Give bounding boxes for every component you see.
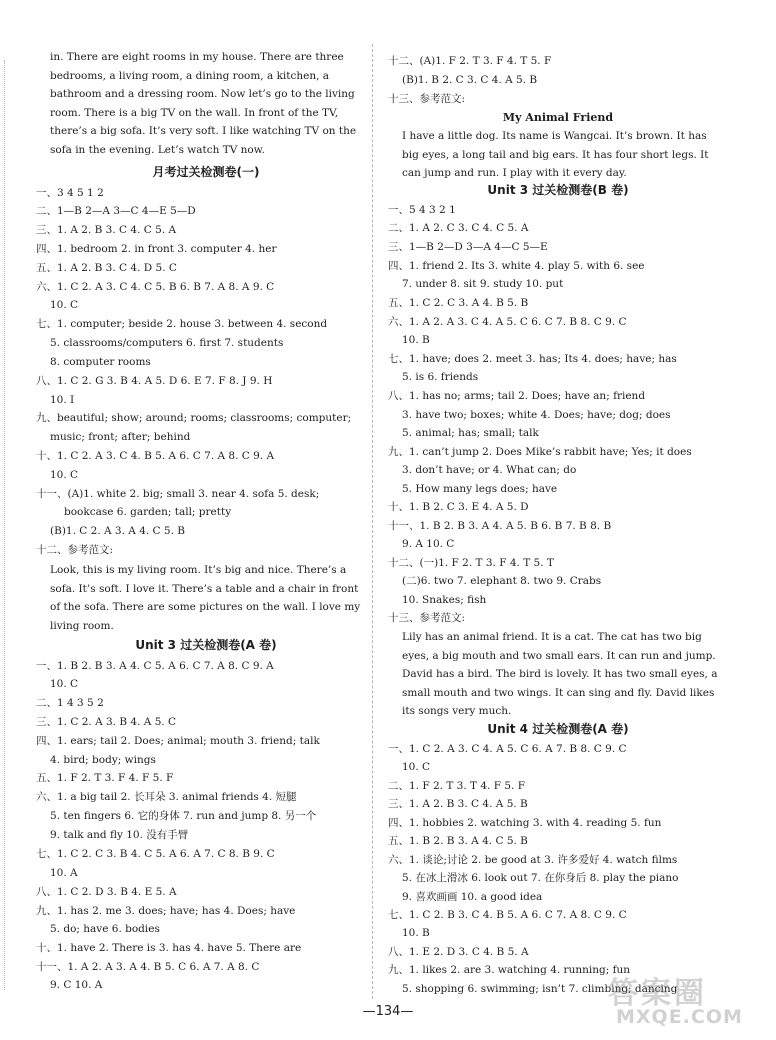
model-essay: I have a little dog. Its name is Wangcai. It’s brown. It has big eyes, a long tail and big ears. It has four short legs. It can jump and run. I play with it every day. (402, 130, 709, 180)
answer-line: 10. B (402, 927, 430, 939)
answer-line: 十一、1. B 2. B 3. A 4. A 5. B 6. B 7. B 8. B (388, 520, 612, 532)
answer-line: 二、1. A 2. C 3. C 4. C 5. A (388, 222, 529, 234)
answer-line: 十一、(A)1. white 2. big; small 3. near 4. sofa 5. desk; (36, 488, 320, 500)
answer-line: 七、1. C 2. B 3. C 4. B 5. A 6. C 7. A 8. C 9. C (388, 909, 627, 921)
answer-line: 二、1. F 2. T 3. T 4. F 5. F (388, 780, 525, 792)
answer-line: 10. A (50, 867, 78, 879)
answer-line: 四、1. bedroom 2. in front 3. computer 4. her (36, 243, 277, 255)
answer-line: 十、1. have 2. There is 3. has 4. have 5. There are (36, 942, 302, 954)
answer-line: 三、1. A 2. B 3. C 4. A 5. B (388, 798, 528, 810)
answer-line: 5. do; have 6. bodies (50, 923, 160, 935)
answer-line: 十三、参考范文: (388, 93, 466, 105)
answer-line: 9. talk and fly 10. 没有手臂 (50, 829, 189, 841)
answer-line: 3. don’t have; or 4. What can; do (402, 464, 577, 476)
answer-line: 八、1. E 2. D 3. C 4. B 5. A (388, 946, 529, 958)
answer-line: 4. bird; body; wings (50, 754, 156, 766)
answer-line: 八、1. C 2. G 3. B 4. A 5. D 6. E 7. F 8. J 9. H (36, 375, 273, 387)
answer-line: 十三、参考范文: (388, 612, 466, 624)
answer-line: 十二、参考范文: (36, 544, 114, 556)
answer-line: 六、1. A 2. A 3. C 4. A 5. C 6. C 7. B 8. C 9. C (388, 316, 627, 328)
answer-line: 十、1. C 2. A 3. C 4. B 5. A 6. C 7. A 8. C 9. A (36, 450, 275, 462)
answer-line: 10. B (402, 334, 430, 346)
answer-line: 六、1. a big tail 2. 长耳朵 3. animal friends 4. 短腿 (36, 791, 297, 803)
answer-line: 三、1—B 2—D 3—A 4—C 5—E (388, 241, 548, 253)
answer-line: 9. C 10. A (50, 979, 103, 991)
page-edge-markings (4, 60, 11, 990)
section-heading-unit3-a: Unit 3 过关检测卷(A 卷) (135, 638, 277, 652)
answer-line: 10. C (402, 761, 431, 773)
answer-line: 七、1. computer; beside 2. house 3. between 4. second (36, 318, 328, 330)
answer-line: 十、1. B 2. C 3. E 4. A 5. D (388, 501, 529, 513)
answer-line: 5. How many legs does; have (402, 483, 558, 495)
answer-line: bookcase 6. garden; tall; pretty (64, 506, 232, 518)
answer-line: 七、1. have; does 2. meet 3. has; Its 4. does; have; has (388, 353, 677, 365)
answer-line: 二、1—B 2—A 3—C 4—E 5—D (36, 205, 196, 217)
answer-line: 一、5 4 3 2 1 (388, 204, 456, 216)
answer-line: 一、1. C 2. A 3. C 4. A 5. C 6. A 7. B 8. C 9. C (388, 743, 627, 755)
answer-line: 三、1. A 2. B 3. C 4. C 5. A (36, 224, 177, 236)
answer-line: 五、1. B 2. B 3. A 4. C 5. B (388, 835, 528, 847)
section-heading-monthly-test: 月考过关检测卷(一) (152, 165, 260, 179)
answer-line: (B)1. B 2. C 3. C 4. A 5. B (402, 74, 538, 86)
answer-line: 八、1. C 2. D 3. B 4. E 5. A (36, 886, 177, 898)
answer-line: 十二、(一)1. F 2. T 3. F 4. T 5. T (388, 557, 554, 569)
answer-line: music; front; after; behind (50, 431, 191, 443)
answer-line: 10. C (50, 469, 79, 481)
answer-line: 10. C (50, 299, 79, 311)
answer-line: 7. under 8. sit 9. study 10. put (402, 278, 564, 290)
section-heading-unit3-b: Unit 3 过关检测卷(B 卷) (487, 183, 629, 197)
answer-line: 5. animal; has; small; talk (402, 427, 539, 439)
answer-line: 5. ten fingers 6. 它的身体 7. run and jump 8. 另一个 (50, 810, 317, 822)
answer-line: 四、1. hobbies 2. watching 3. with 4. reading 5. fun (388, 817, 662, 829)
answer-line: 3. have two; boxes; white 4. Does; have; dog; does (402, 409, 671, 421)
answer-line: 5. 在冰上滑冰 6. look out 7. 在你身后 8. play the piano (402, 872, 679, 884)
model-essay: Lily has an animal friend. It is a cat. The cat has two big eyes, a big mouth and two small ears. It can run and jump. David has a bird. The bird is lovely. It has two small eyes, a small mouth and two wings. It can sing and fly. David likes its songs very much. (402, 631, 718, 718)
answer-line: 一、1. B 2. B 3. A 4. C 5. A 6. C 7. A 8. C 9. A (36, 660, 274, 672)
answer-line: 五、1. A 2. B 3. C 4. D 5. C (36, 262, 177, 274)
answer-line: 8. computer rooms (50, 356, 151, 368)
page-number: —134— (362, 1004, 414, 1019)
model-essay: Look, this is my living room. It’s big and nice. There’s a sofa. It’s soft. I love it. There’s a table and a chair in front of the sofa. There are some pictures on the wall. I love my living room. (50, 564, 361, 632)
answer-line: 五、1. C 2. C 3. A 4. B 5. B (388, 297, 529, 309)
answer-line: 一、3 4 5 1 2 (36, 187, 104, 199)
answer-line: 10. Snakes; fish (402, 594, 487, 606)
answer-line: 四、1. friend 2. Its 3. white 4. play 5. with 6. see (388, 260, 645, 272)
answer-line: 9. A 10. C (402, 538, 455, 550)
watermark-site: MXQE.COM (616, 1006, 743, 1028)
answer-line: 九、beautiful; show; around; rooms; classrooms; computer; (36, 412, 352, 424)
answer-line: 四、1. ears; tail 2. Does; animal; mouth 3. friend; talk (36, 735, 320, 747)
answer-line: 三、1. C 2. A 3. B 4. A 5. C (36, 716, 177, 728)
answer-line: 八、1. has no; arms; tail 2. Does; have an; friend (388, 390, 646, 402)
answer-line: 5. classrooms/computers 6. first 7. students (50, 337, 284, 349)
answer-line: 九、1. can’t jump 2. Does Mike’s rabbit have; Yes; it does (388, 446, 692, 458)
answer-line: 九、1. likes 2. are 3. watching 4. running; fun (388, 964, 630, 976)
answer-line: 二、1 4 3 5 2 (36, 697, 104, 709)
answer-line: 5. shopping 6. swimming; isn’t 7. climbing; dancing (402, 983, 678, 995)
answer-line: 十二、(A)1. F 2. T 3. F 4. T 5. F (388, 55, 552, 67)
column-divider (372, 44, 373, 999)
answer-line: 九、1. has 2. me 3. does; have; has 4. Does; have (36, 905, 296, 917)
watermark (582, 968, 762, 1030)
essay-title: My Animal Friend (502, 111, 614, 124)
answer-line: 10. C (50, 678, 79, 690)
watermark-brand: 答案圈 (608, 976, 707, 1011)
answer-line: 五、1. F 2. T 3. F 4. F 5. F (36, 772, 174, 784)
passage-continuation: in. There are eight rooms in my house. There are three bedrooms, a living room, a dining room, a kitchen, a bathroom and a dressing room. Now let’s go to the living room. There is a big TV on the wall. In front of the TV, there’s a big sofa. It’s very soft. I like watching TV on the sofa in the evening. Let’s watch TV now. (50, 51, 357, 156)
answer-line: 六、1. 谈论;讨论 2. be good at 3. 许多爱好 4. watch films (388, 854, 678, 866)
answer-line: 七、1. C 2. C 3. B 4. C 5. A 6. A 7. C 8. B 9. C (36, 848, 275, 860)
answer-line: 5. is 6. friends (402, 371, 479, 383)
answer-line: 10. I (50, 394, 75, 406)
answer-line: (B)1. C 2. A 3. A 4. C 5. B (50, 525, 185, 537)
answer-line: 十一、1. A 2. A 3. A 4. B 5. C 6. A 7. A 8. C (36, 961, 260, 973)
answer-line: 六、1. C 2. A 3. C 4. C 5. B 6. B 7. A 8. A 9. C (36, 281, 275, 293)
answer-line: 9. 喜欢画画 10. a good idea (402, 891, 543, 903)
answer-line: (二)6. two 7. elephant 8. two 9. Crabs (402, 575, 602, 587)
section-heading-unit4-a: Unit 4 过关检测卷(A 卷) (487, 722, 629, 736)
